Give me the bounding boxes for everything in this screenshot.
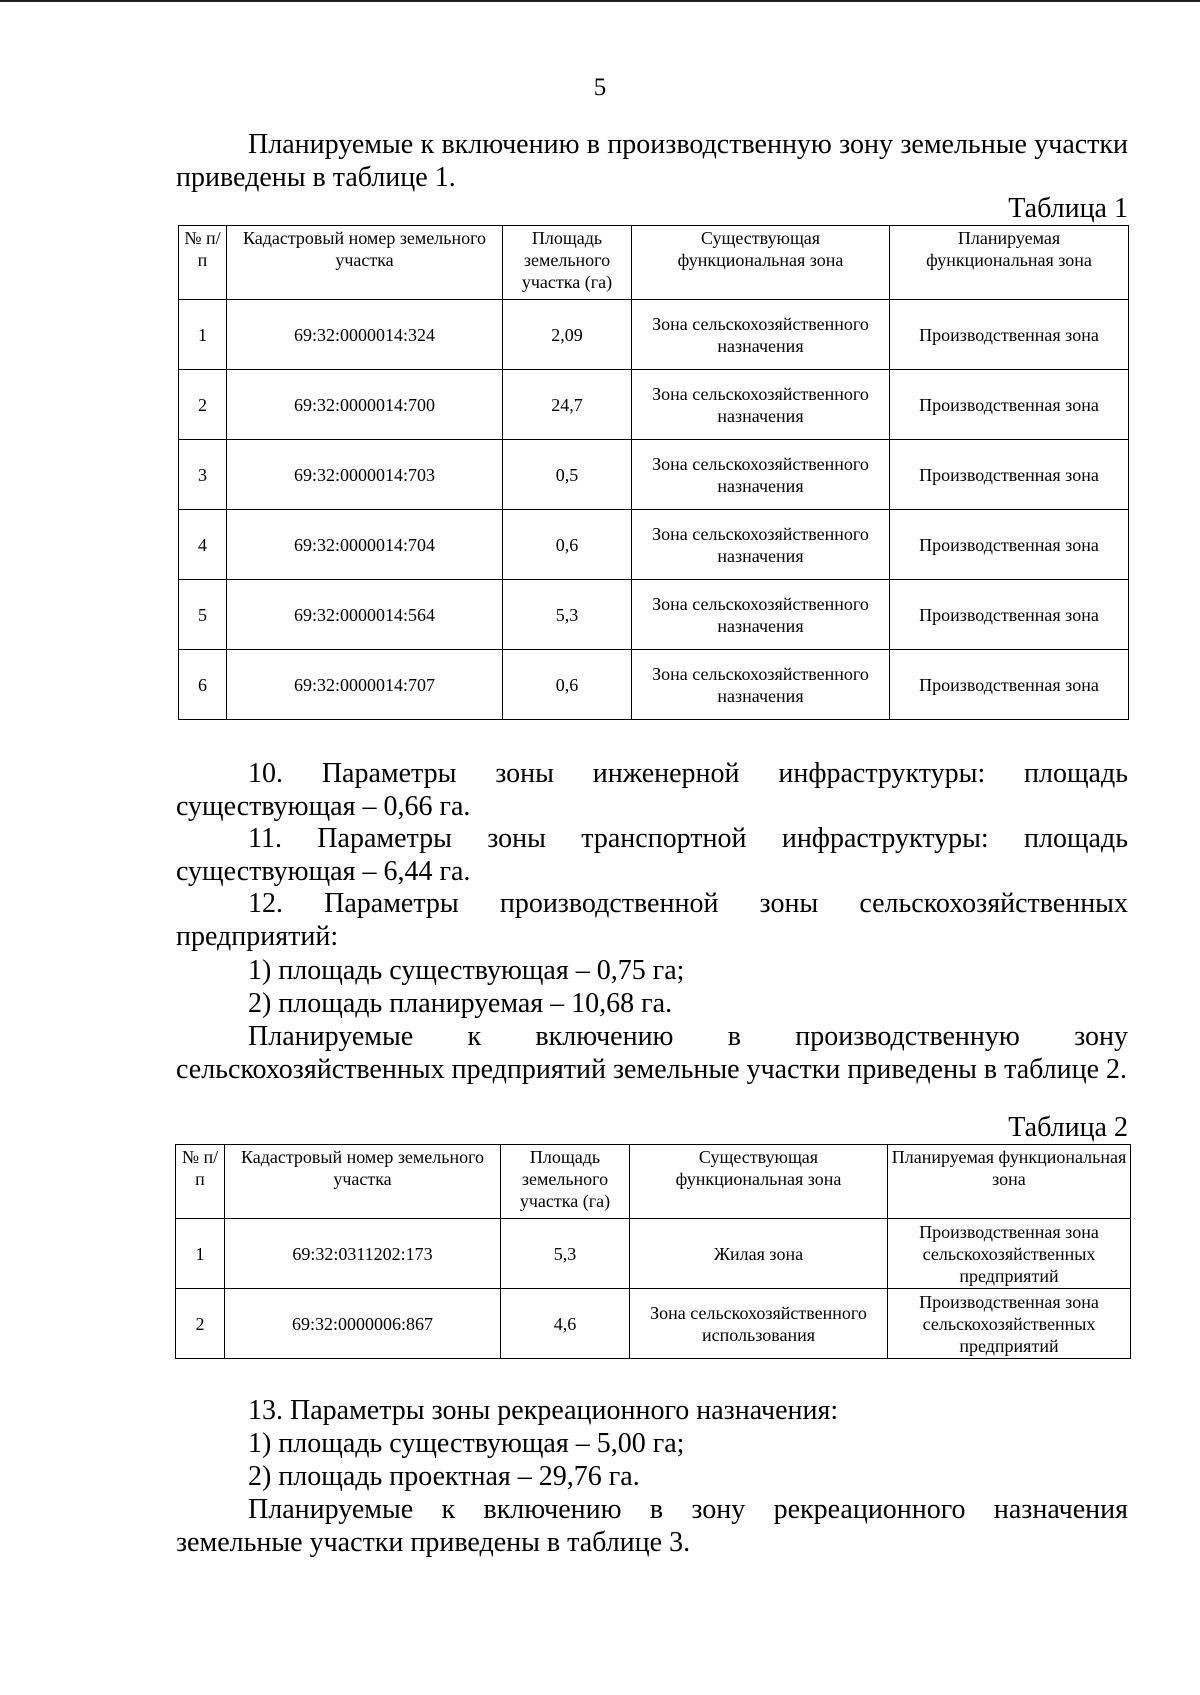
cell-area: 5,3 <box>503 580 632 650</box>
cell-cadastral: 69:32:0000006:867 <box>225 1289 501 1359</box>
table-row <box>179 650 1129 720</box>
cell-number: 1 <box>176 1219 225 1289</box>
page-number: 5 <box>593 74 607 101</box>
cell-existing-zone: Зона сельскохозяйственного назначения <box>632 580 890 650</box>
cell-planned-zone: Производственная зона сельскохозяйственных предприятий <box>888 1289 1131 1359</box>
table-1 <box>178 225 1129 720</box>
cell-cadastral: 69:32:0000014:324 <box>227 300 503 370</box>
cell-existing-zone: Зона сельскохозяйственного использования <box>630 1289 888 1359</box>
table2-header-number: № п/п <box>176 1145 225 1219</box>
cell-existing-zone: Зона сельскохозяйственного назначения <box>632 440 890 510</box>
table1-header-planned-zone: Планируемая функциональная зона <box>890 226 1129 300</box>
cell-existing-zone: Зона сельскохозяйственного назначения <box>632 300 890 370</box>
cell-cadastral: 69:32:0000014:564 <box>227 580 503 650</box>
table-2 <box>175 1144 1131 1359</box>
paragraph-10: 10. Параметры зоны инженерной инфраструктуры: площадь существующая – 0,66 га. <box>176 758 1128 822</box>
cell-cadastral: 69:32:0000014:707 <box>227 650 503 720</box>
table1-header-row <box>179 226 1129 300</box>
paragraph-13-item-1: 1) площадь существующая – 5,00 га; <box>248 1428 685 1459</box>
table2-label: Таблица 2 <box>1008 1112 1128 1143</box>
table2-header-planned-zone: Планируемая функциональная зона <box>888 1145 1131 1219</box>
table1-header-cadastral: Кадастровый номер земельного участка <box>227 226 503 300</box>
cell-area: 4,6 <box>501 1289 630 1359</box>
table-row <box>176 1289 1131 1359</box>
cell-planned-zone: Производственная зона <box>890 650 1129 720</box>
cell-planned-zone: Производственная зона <box>890 300 1129 370</box>
cell-number: 4 <box>179 510 227 580</box>
table2-header-cadastral: Кадастровый номер земельного участка <box>225 1145 501 1219</box>
table1-header-number: № п/п <box>179 226 227 300</box>
paragraph-12-item-2: 2) площадь планируемая – 10,68 га. <box>248 988 673 1019</box>
table-row <box>176 1219 1131 1289</box>
cell-number: 6 <box>179 650 227 720</box>
paragraph-13: 13. Параметры зоны рекреационного назначения: <box>248 1395 839 1426</box>
cell-number: 5 <box>179 580 227 650</box>
cell-planned-zone: Производственная зона сельскохозяйственных предприятий <box>888 1219 1131 1289</box>
page-top-edge <box>0 0 1200 2</box>
cell-number: 3 <box>179 440 227 510</box>
cell-planned-zone: Производственная зона <box>890 440 1129 510</box>
cell-cadastral: 69:32:0000014:700 <box>227 370 503 440</box>
paragraph-13-item-2: 2) площадь проектная – 29,76 га. <box>248 1461 640 1492</box>
table1-header-existing-zone: Существующая функциональная зона <box>632 226 890 300</box>
cell-area: 24,7 <box>503 370 632 440</box>
paragraph-12: 12. Параметры производственной зоны сельскохозяйственных предприятий: <box>176 888 1128 952</box>
cell-area: 0,6 <box>503 650 632 720</box>
paragraph-12-item-1: 1) площадь существующая – 0,75 га; <box>248 955 685 986</box>
cell-cadastral: 69:32:0000014:703 <box>227 440 503 510</box>
cell-area: 5,3 <box>501 1219 630 1289</box>
intro-paragraph-2: Планируемые к включению в производственную зону сельскохозяйственных предприятий земельные участки приведены в таблице 2. <box>176 1021 1128 1085</box>
cell-existing-zone: Зона сельскохозяйственного назначения <box>632 510 890 580</box>
intro-paragraph-3: Планируемые к включению в зону рекреационного назначения земельные участки приведены в таблице 3. <box>176 1494 1128 1558</box>
cell-number: 2 <box>179 370 227 440</box>
table-row <box>179 580 1129 650</box>
cell-planned-zone: Производственная зона <box>890 370 1129 440</box>
cell-number: 1 <box>179 300 227 370</box>
cell-number: 2 <box>176 1289 225 1359</box>
cell-area: 0,5 <box>503 440 632 510</box>
intro-paragraph-1: Планируемые к включению в производственную зону земельные участки приведены в таблице 1. <box>176 129 1128 193</box>
cell-existing-zone: Зона сельскохозяйственного назначения <box>632 370 890 440</box>
cell-planned-zone: Производственная зона <box>890 580 1129 650</box>
paragraph-11: 11. Параметры зоны транспортной инфраструктуры: площадь существующая – 6,44 га. <box>176 823 1128 887</box>
cell-area: 2,09 <box>503 300 632 370</box>
table1-label: Таблица 1 <box>1008 193 1128 224</box>
table2-header-row <box>176 1145 1131 1219</box>
table2-header-area: Площадь земельного участка (га) <box>501 1145 630 1219</box>
cell-planned-zone: Производственная зона <box>890 510 1129 580</box>
table-row <box>179 300 1129 370</box>
cell-cadastral: 69:32:0000014:704 <box>227 510 503 580</box>
table2-header-existing-zone: Существующая функциональная зона <box>630 1145 888 1219</box>
table-row <box>179 510 1129 580</box>
cell-cadastral: 69:32:0311202:173 <box>225 1219 501 1289</box>
table-row <box>179 440 1129 510</box>
cell-existing-zone: Зона сельскохозяйственного назначения <box>632 650 890 720</box>
cell-existing-zone: Жилая зона <box>630 1219 888 1289</box>
table1-header-area: Площадь земельного участка (га) <box>503 226 632 300</box>
table-row <box>179 370 1129 440</box>
cell-area: 0,6 <box>503 510 632 580</box>
